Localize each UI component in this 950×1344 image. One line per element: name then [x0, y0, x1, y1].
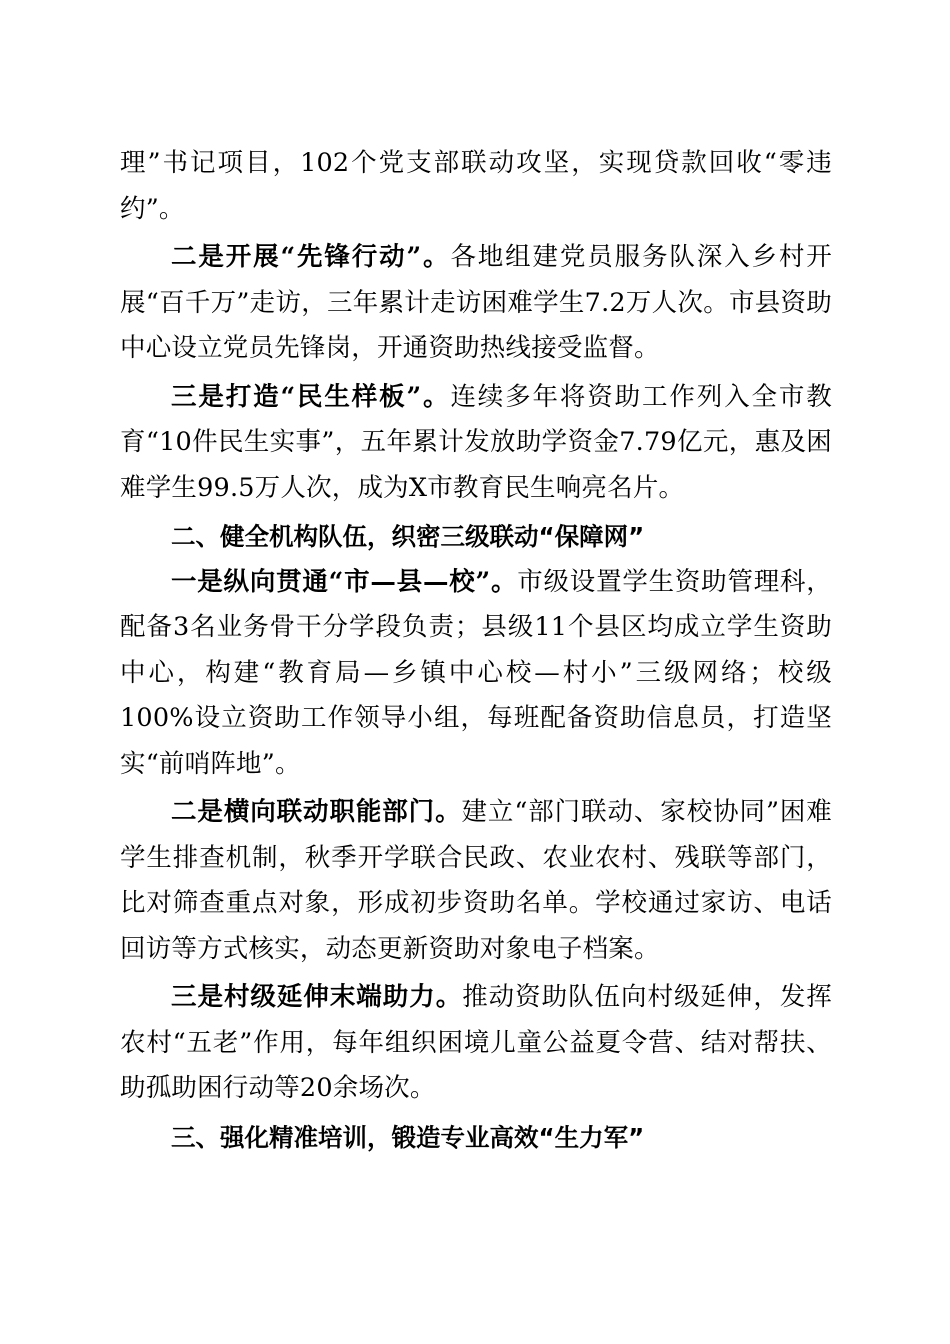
paragraph-village-extension [120, 975, 832, 1112]
paragraph-horizontal-link [120, 790, 832, 972]
paragraph-text: 理”书记项目，102个党支部联动攻坚，实现贷款回收“零违约”。 [120, 148, 832, 224]
paragraph-continuation [120, 141, 832, 232]
paragraph-lead: 三是村级延伸末端助力。 [171, 982, 463, 1012]
paragraph-text: 推动资助队伍向村级延伸，发挥农村“五老”作用，每年组织困境儿童公益夏令营、结对帮扶、助孤助困行动等20余场次。 [120, 982, 833, 1103]
paragraph-vertical-link [120, 560, 832, 788]
paragraph-text: 各地组建党员服务队深入乡村开展“百千万”走访，三年累计走访困难学生7.2万人次。市县资助中心设立党员先锋岗，开通资助热线接受监督。 [120, 242, 832, 363]
document-page [120, 141, 832, 1160]
paragraph-lead: 三是打造“民生样板”。 [171, 381, 451, 412]
paragraph-text: 市级设置学生资助管理科，配备3名业务骨干分学段负责；县级11个县区均成立学生资助中心，构建“教育局—乡镇中心校—村小”三级网络；校级100%设立资助工作领导小组，每班配备资助信息员，打造坚实“前哨阵地”。 [120, 566, 832, 779]
section-heading-3: 三、强化精准培训，锻造专业高效“生力军” [171, 1122, 645, 1152]
paragraph-text: 连续多年将资助工作列入全市教育“10件民生实事”，五年累计发放助学资金7.79亿元，惠及困难学生99.5万人次，成为X市教育民生响亮名片。 [120, 381, 832, 503]
paragraph-lead: 二是开展“先锋行动”。 [171, 242, 451, 272]
section-heading-2: 二、健全机构队伍，织密三级联动“保障网” [171, 522, 645, 551]
paragraph-lead: 一是纵向贯通“市—县—校”。 [171, 566, 518, 597]
paragraph-text: 建立“部门联动、家校协同”困难学生排查机制，秋季开学联合民政、农业农村、残联等部门，比对筛查重点对象，形成初步资助名单。学校通过家访、电话回访等方式核实，动态更新资助对象电子档案。 [120, 797, 832, 964]
paragraph-pioneer-action [120, 235, 832, 372]
paragraph-livelihood-model [120, 375, 832, 512]
paragraph-lead: 二是横向联动职能部门。 [171, 797, 462, 827]
